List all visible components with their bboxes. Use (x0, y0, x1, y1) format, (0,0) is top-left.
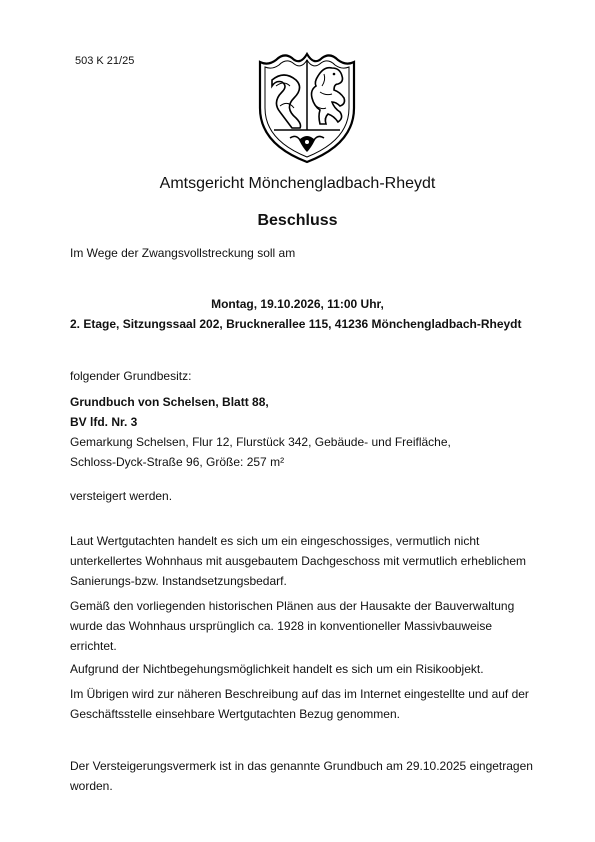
auction-statement: versteigert werden. (70, 489, 173, 503)
inventory-number: BV lfd. Nr. 3 (70, 415, 138, 429)
nrw-coat-of-arms-icon (254, 46, 360, 164)
registration-paragraph: Der Versteigerungsvermerk ist in das genannte Grundbuch am 29.10.2025 eingetragen worden. (70, 759, 533, 793)
risk-paragraph: Aufgrund der Nichtbegehungsmöglichkeit handelt es sich um ein Risikoobjekt. (70, 662, 484, 676)
cadastral-description: Gemarkung Schelsen, Flur 12, Flurstück 342, Gebäude- und Freifläche, (70, 435, 451, 449)
intro-text: Im Wege der Zwangsvollstreckung soll am (70, 246, 296, 260)
auction-venue: 2. Etage, Sitzungssaal 202, Brucknerallee 115, 41236 Mönchengladbach-Rheydt (70, 317, 522, 331)
property-address: Schloss-Dyck-Straße 96, Größe: 257 m² (70, 455, 285, 469)
valuation-paragraph: Laut Wertgutachten handelt es sich um ein eingeschossiges, vermutlich nicht unterkellertes Wohnhaus mit ausgebautem Dachgeschoss mit vermutlich erheblichem Sanierungs-bzw. Instandsetzungsbedarf. (70, 534, 526, 588)
auction-date-time: Montag, 19.10.2026, 11:00 Uhr, (211, 297, 384, 311)
land-register-entry: Grundbuch von Schelsen, Blatt 88, (70, 395, 269, 409)
property-label: folgender Grundbesitz: (70, 369, 192, 383)
reference-paragraph: Im Übrigen wird zur näheren Beschreibung auf das im Internet eingestellte und auf der Geschäftsstelle einsehbare Wertgutachten Bezug genommen. (70, 687, 529, 721)
history-paragraph: Gemäß den vorliegenden historischen Plänen aus der Hausakte der Bauverwaltung wurde das Wohnhaus ursprünglich ca. 1928 in konventioneller Massivbauweise errichtet. (70, 599, 515, 653)
case-reference: 503 K 21/25 (75, 55, 135, 67)
document-title: Beschluss (257, 212, 338, 229)
court-name: Amtsgericht Mönchengladbach-Rheydt (159, 175, 436, 192)
